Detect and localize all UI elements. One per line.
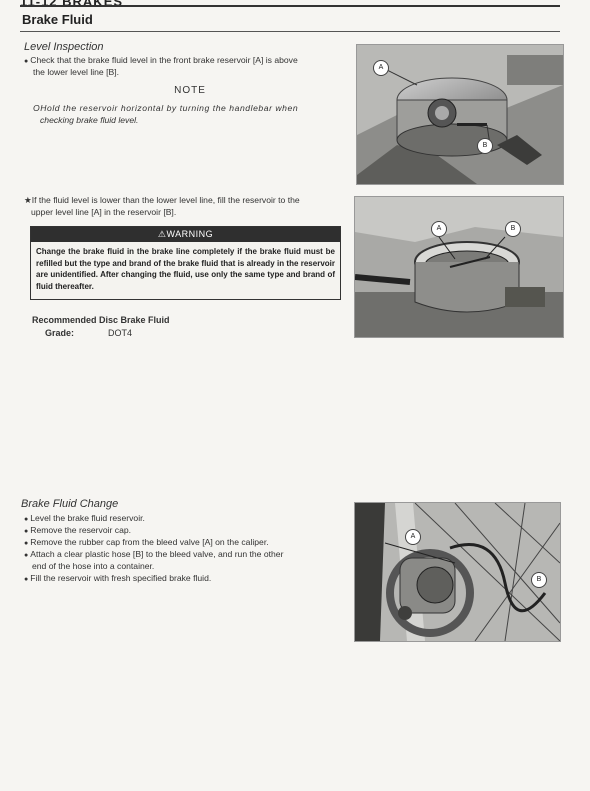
- note-line1: OHold the reservoir horizontal by turning the handlebar when: [33, 103, 299, 113]
- change-step-2: ● Remove the reservoir cap.: [24, 525, 131, 538]
- callout-a: A: [373, 60, 389, 76]
- open-reservoir-photo: [354, 196, 564, 338]
- callout-a: A: [431, 221, 447, 237]
- warning-text: Change the brake fluid in the brake line completely if the brake fluid must be refilled but the type and brand of the brake fluid that is already in the reservoir are unidentified. After changing the fluid, use only the same type and brand of fluid thereafter.: [36, 247, 335, 291]
- callout-b: B: [477, 138, 493, 154]
- grade-label: Grade:: [45, 328, 75, 338]
- star-instruction-line2: upper level line [A] in the reservoir [B].: [31, 207, 177, 217]
- recommended-fluid-label: Recommended Disc Brake Fluid: [32, 315, 170, 325]
- change-step-3: ● Remove the rubber cap from the bleed valve [A] on the caliper.: [24, 537, 269, 550]
- inspection-bullet-line1: ● Check that the brake fluid level in the front brake reservoir [A] is above: [24, 55, 344, 68]
- note-line2: checking brake fluid level.: [40, 115, 139, 125]
- change-step-1: ● Level the brake fluid reservoir.: [24, 513, 145, 526]
- warning-box: [30, 226, 341, 300]
- reservoir-level-photo: [356, 44, 564, 185]
- title-rule: [20, 31, 560, 32]
- change-step-5: ● Fill the reservoir with fresh specified brake fluid.: [24, 573, 211, 586]
- fluid-change-heading: Brake Fluid Change: [21, 498, 119, 510]
- open-reservoir-illustration: [355, 197, 563, 337]
- star-instruction-line1: ★If the fluid level is lower than the lower level line, fill the reservoir to the: [24, 195, 300, 205]
- callout-b: B: [505, 221, 521, 237]
- page-title: Brake Fluid: [22, 12, 93, 27]
- caliper-bleed-valve-illustration: [355, 503, 560, 641]
- change-step-4: ● Attach a clear plastic hose [B] to the bleed valve, and run the other: [24, 549, 344, 562]
- warning-label: ⚠WARNING: [31, 227, 340, 242]
- note-label: NOTE: [174, 85, 206, 96]
- callout-b: B: [531, 572, 547, 588]
- bleed-valve-photo: [354, 502, 561, 642]
- callout-a: A: [405, 529, 421, 545]
- grade-value: DOT4: [108, 328, 133, 338]
- inspection-bullet-line2: the lower level line [B].: [33, 67, 119, 77]
- header-rule: [20, 5, 560, 7]
- level-inspection-heading: Level Inspection: [24, 41, 104, 53]
- change-step-4-continued: end of the hose into a container.: [32, 561, 155, 571]
